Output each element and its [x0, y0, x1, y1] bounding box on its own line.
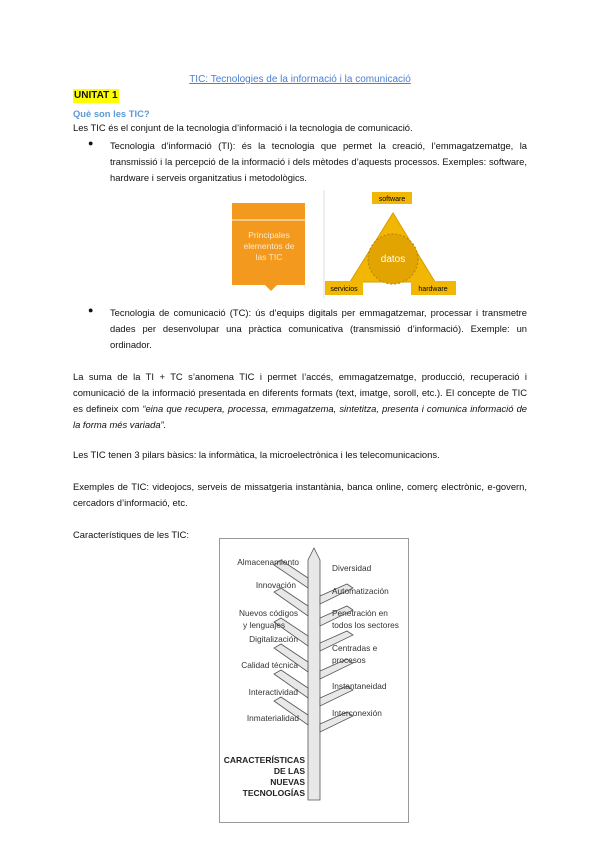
- right-label: hardware: [418, 286, 448, 293]
- bullet-icon: ●: [88, 138, 94, 148]
- tree-caption: DE LAS: [273, 766, 305, 776]
- tree-left-label: y lenguajes: [243, 620, 285, 630]
- left-label: servicios: [330, 286, 358, 293]
- caracteristiques-tree-figure: [219, 538, 409, 823]
- suma-paragraph: [73, 369, 527, 433]
- tree-left-label: Calidad técnica: [241, 660, 298, 670]
- tree-right-label: Penetración en: [332, 608, 388, 618]
- document-title: TIC: Tecnologies de la informació i la comunicació: [189, 74, 411, 85]
- tree-right-label: Interconexión: [332, 708, 382, 718]
- tree-caption: CARACTERÍSTICAS: [223, 755, 305, 765]
- tree-left-label: Inmaterialidad: [246, 713, 299, 723]
- bullet-icon: ●: [88, 305, 94, 315]
- tree-right-label: Centradas e: [332, 643, 378, 653]
- tree-right-label: procesos: [332, 655, 366, 665]
- tree-left-label: Digitalización: [249, 634, 298, 644]
- suma-text: La suma de la TI + TC s’anomena TIC i permet l’accés, emmagatzematge, producció, recuperació i comunicació de la informació presentada en diferents formats (text, imatge, soroll, etc.). El concepte de TIC es defineix com: [73, 371, 527, 414]
- tree-left-label: Interactividad: [248, 687, 298, 697]
- tree-left-label: Nuevos códigos: [238, 608, 298, 618]
- tree-left-label: Innovación: [255, 580, 296, 590]
- bullet-tc: Tecnologia de comunicació (TC): ús d’equips digitals per emmagatzemar, processar i transmetre dades per desenvolupar una pràctica comunicativa (transmissió d’informació). Exemple: un ordinador.: [110, 307, 527, 350]
- tree-caption: TECNOLOGÍAS: [242, 788, 305, 798]
- intro-paragraph: Les TIC és el conjunt de la tecnologia d’informació i la tecnologia de comunicació.: [73, 122, 413, 133]
- tree-caption: NUEVAS: [270, 777, 305, 787]
- tree-right-label: Instantaneidad: [332, 681, 387, 691]
- tree-right-label: todos los sectores: [332, 620, 399, 630]
- top-label: software: [378, 196, 406, 203]
- caracteristiques-label: Característiques de les TIC:: [73, 529, 190, 540]
- tree-right-label: Automatización: [332, 586, 389, 596]
- center-label: datos: [380, 254, 406, 265]
- tree-right-label: Diversidad: [332, 563, 372, 573]
- unit-heading: UNITAT 1: [74, 90, 118, 101]
- bullet-ti: Tecnologia d’informació (TI): és la tecnologia que permet la creació, l’emmagatzematge, la transmissió i la percepció de la informació i dels mètodes d’aquests processos. Exemples: software, hardware i serveis organitzatius i metodològics.: [110, 140, 527, 183]
- pilars-paragraph: Les TIC tenen 3 pilars bàsics: la informàtica, la microelectrònica i les telecomunicacions.: [73, 449, 440, 460]
- definition-quote: “eina que recupera, processa, emmagatzema, sintetitza, presenta i comunica informació de la forma més variada”.: [73, 403, 528, 430]
- tic-elements-figure: [225, 188, 460, 300]
- exemples-paragraph: Exemples de TIC: videojocs, serveis de missatgeria instantània, banca online, comerç electrònic, e-govern, cercadors d’informació, etc.: [73, 481, 527, 508]
- tree-left-label: Almacenamiento: [237, 557, 299, 567]
- section-heading: Què son les TIC?: [73, 108, 150, 119]
- box-text: Principales elementos de las TIC: [243, 230, 295, 262]
